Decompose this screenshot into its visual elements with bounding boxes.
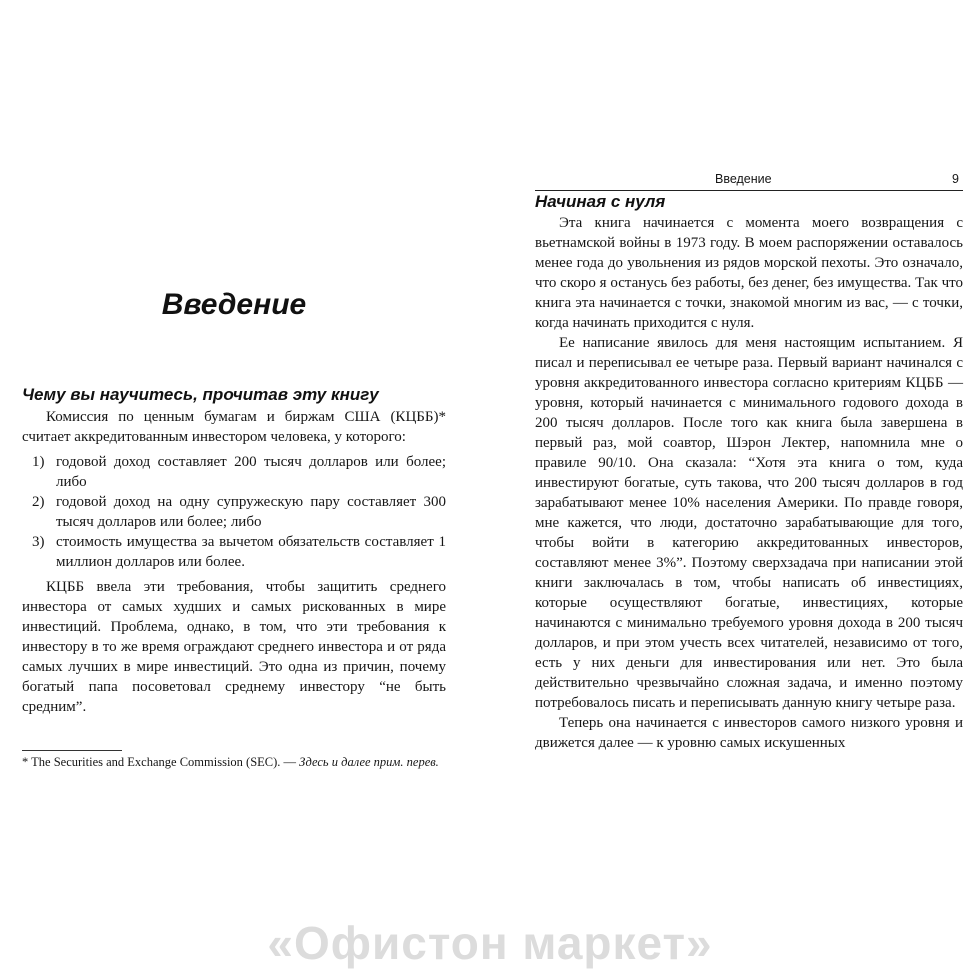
body-paragraph: Эта книга начинается с момента моего возвращения с вьетнамской войны в 1973 году. В моем распоряжении оставалось менее года до увольнения из рядов морской пехоты. Это означало, что скоро я останусь без работы, без денег, без имущества. Так что книга эта начинается с точки, знакомой многим из вас, — с точки, когда начинать приходится с нуля.	[535, 215, 963, 331]
list-item	[22, 492, 446, 532]
list-item	[22, 452, 446, 492]
list-item-text: стоимость имущества за вычетом обязательств составляет 1 миллион долларов или более.	[56, 534, 446, 570]
watermark: «Офистон маркет»	[267, 917, 713, 969]
section-heading-start: Начиная с нуля	[535, 192, 666, 211]
page-number: 9	[952, 172, 959, 186]
intro-paragraph: Комиссия по ценным бумагам и биржам США (КЦББ)* считает аккредитованным инвестором человека, у которого:	[22, 409, 446, 445]
criteria-list	[22, 452, 446, 572]
running-head	[535, 172, 963, 190]
list-item-text: годовой доход составляет 200 тысяч долларов или более; либо	[56, 454, 446, 490]
left-body-text	[22, 407, 446, 717]
list-item-number: 3)	[32, 534, 45, 550]
running-head-title: Введение	[715, 172, 772, 186]
body-paragraph: Теперь она начинается с инвесторов самого низкого уровня и движется далее — к уровню самых искушенных	[535, 715, 963, 751]
list-item-number: 1)	[32, 454, 45, 470]
body-paragraph: Ее написание явилось для меня настоящим испытанием. Я писал и переписывал ее четыре раза. Первый вариант начинался с уровня аккредитованного инвестора согласно критериям КЦББ — уровня, который начинается с минимального годового дохода в 200 тысяч долларов. После того как книга была завершена в первый раз, мой соавтор, Шэрон Лектер, напомнила мне о правиле 90/10. Она сказала: “Хотя эта книга о том, куда инвестируют богатые, суть такова, что 200 тысяч долларов в год зарабатывают менее 10% населения Америки. По правде говоря, мне кажется, что люди, достаточно зарабатывающие для того, чтобы войти в категорию аккредитованных инвесторов, составляют менее 3%”. Поэтому сверхзадача при написании этой книги заключалась в том, чтобы написать об инвестициях, которые осуществляют богатые, инвестициях, которые начинаются с минимально требуемого уровня дохода в 200 тысяч долларов, и при этом учесть всех читателей, независимо от того, есть у них деньги для инвестирования или нет. Это была действительно чрезвычайно сложная задача, и именно поэтому потребовалось писать и переписывать данную книгу четыре раза.	[535, 335, 963, 711]
section-heading-learn: Чему вы научитесь, прочитав эту книгу	[22, 385, 379, 404]
footnote-text: * The Securities and Exchange Commission (SEC). —	[22, 755, 297, 769]
footnote-divider	[22, 750, 122, 751]
footnote	[22, 754, 446, 771]
footnote-note: Здесь и далее прим. перев.	[299, 755, 439, 769]
right-body-text	[535, 213, 963, 753]
list-item	[22, 532, 446, 572]
list-item-number: 2)	[32, 494, 45, 510]
body-paragraph: КЦББ ввела эти требования, чтобы защитить среднего инвестора от самых худших и самых рискованных в мире инвестиций. Проблема, однако, в том, что эти требования к инвестору в то же время ограждают среднего инвестора и от ряда самых лучших в мире инвестиций. Это одна из причин, почему богатый папа посоветовал среднему инвестору “не быть средним”.	[22, 579, 446, 715]
chapter-title: Введение	[161, 288, 307, 321]
list-item-text: годовой доход на одну супружескую пару составляет 300 тысяч долларов или более; либо	[56, 494, 446, 530]
